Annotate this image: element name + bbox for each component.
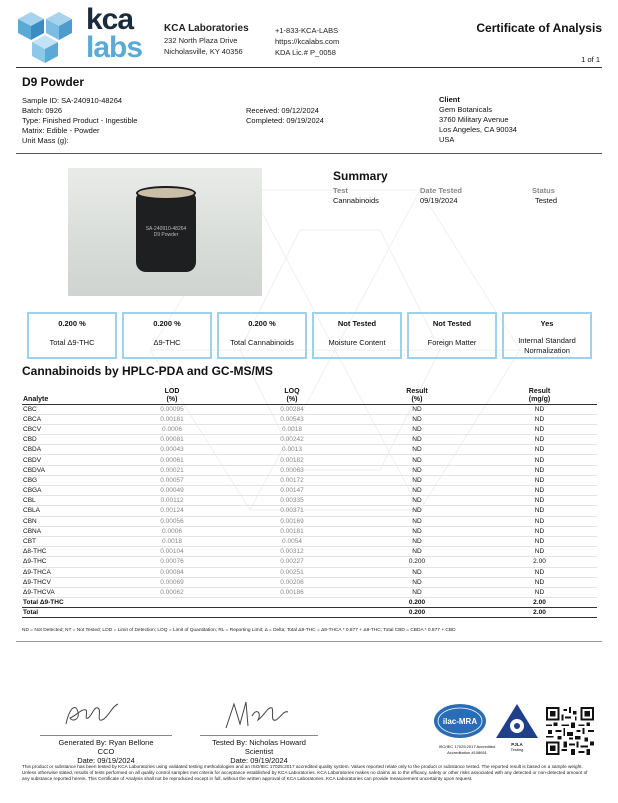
kca-logo-cubes-icon (16, 10, 76, 66)
result-pct-cell: ND (352, 536, 482, 546)
box-label: Moisture Content (328, 338, 386, 347)
table-row (22, 506, 597, 516)
result-mg-cell: ND (482, 465, 597, 475)
accreditation-number: Accreditation #108651 (447, 750, 487, 755)
batch: Batch: 0926 (22, 106, 63, 115)
lod-cell: 0.00076 (112, 557, 232, 567)
result-pct-cell: ND (352, 526, 482, 536)
client-country: USA (439, 135, 455, 144)
result-mg-cell: ND (482, 424, 597, 434)
loq-cell: 0.00251 (232, 567, 352, 577)
result-pct-cell: ND (352, 465, 482, 475)
product-photo (68, 168, 262, 296)
summary-date-col (420, 186, 462, 206)
result-pct-cell: ND (352, 414, 482, 424)
analyte-cell: CBCA (22, 414, 112, 424)
total-row (22, 598, 597, 608)
result-pct-cell: ND (352, 455, 482, 465)
lod-cell: 0.00084 (112, 567, 232, 577)
summary-status: Tested (535, 196, 558, 205)
total-pct-cell: 0.200 (352, 598, 482, 608)
summary-boxes (27, 312, 592, 359)
completed-date: Completed: 09/19/2024 (246, 116, 324, 125)
loq-cell: 0.00169 (232, 516, 352, 526)
kca-logo-wordmark (86, 3, 143, 64)
analyte-cell: CBN (22, 516, 112, 526)
jar-label: SA-240910-48264 D9 Powder (145, 226, 187, 238)
box-value: Yes (540, 319, 554, 328)
qr-code-icon[interactable] (546, 707, 594, 755)
signature-date: Date: 09/19/2024 (230, 756, 288, 765)
lod-cell: 0.00181 (112, 414, 232, 424)
table-body (22, 404, 597, 618)
box-value: 0.200 % (58, 319, 86, 328)
empty-cell (112, 608, 232, 618)
box-value: Not Tested (432, 319, 472, 328)
summary-col-test: Test (333, 186, 348, 195)
loq-cell: 0.00335 (232, 496, 352, 506)
client-info (439, 95, 517, 145)
lod-cell: 0.00043 (112, 445, 232, 455)
unit-mass: Unit Mass (g): (22, 136, 69, 145)
lod-cell: 0.0006 (112, 526, 232, 536)
table-row (22, 424, 597, 434)
pjla-seal-icon (494, 702, 540, 742)
page-number: 1 of 1 (581, 55, 600, 64)
table-row (22, 435, 597, 445)
client-heading: Client (439, 95, 460, 104)
table-row (22, 577, 597, 587)
client-name: Gem Botanicals (439, 105, 492, 114)
result-pct-cell: ND (352, 496, 482, 506)
result-pct-cell: 0.200 (352, 557, 482, 567)
result-mg-cell: 2.00 (482, 557, 597, 567)
result-pct-cell: ND (352, 424, 482, 434)
table-row (22, 526, 597, 536)
result-mg-cell: ND (482, 536, 597, 546)
loq-cell: 0.00371 (232, 506, 352, 516)
box-internal-standard (502, 312, 592, 359)
generated-by: Generated By: Ryan Bellone (58, 738, 154, 747)
sample-info (22, 96, 137, 146)
analyte-cell: CBD (22, 435, 112, 445)
box-value: Not Tested (337, 319, 377, 328)
box-label: Internal Standard Normalization (518, 336, 576, 355)
table-header-row (22, 384, 597, 404)
box-label: Δ9-THC (153, 338, 181, 347)
box-d9-thc (122, 312, 212, 359)
lod-cell: 0.00061 (112, 455, 232, 465)
product-name: D9 Powder (22, 75, 85, 89)
result-mg-cell: ND (482, 475, 597, 485)
summary-test-col (333, 186, 379, 206)
analyte-cell: CBDVA (22, 465, 112, 475)
lod-cell: 0.00021 (112, 465, 232, 475)
analyte-cell: CBCV (22, 424, 112, 434)
result-pct-cell: ND (352, 547, 482, 557)
analyte-cell: CBG (22, 475, 112, 485)
signature-block-1 (30, 738, 182, 765)
loq-cell: 0.00172 (232, 475, 352, 485)
box-value: 0.200 % (248, 319, 276, 328)
signature-line-2 (200, 735, 318, 736)
table-row (22, 567, 597, 577)
analyte-cell: CBNA (22, 526, 112, 536)
lab-address-2: Nicholasville, KY 40356 (164, 47, 243, 56)
lab-name: KCA Laboratories (164, 23, 249, 34)
loq-cell: 0.0054 (232, 536, 352, 546)
box-label: Foreign Matter (427, 338, 477, 347)
analyte-cell: Δ9-THCA (22, 567, 112, 577)
result-pct-cell: ND (352, 506, 482, 516)
accreditation-seals (432, 702, 544, 758)
summary-date: 09/19/2024 (420, 196, 458, 205)
signer-title: CCO (97, 747, 115, 756)
lod-cell: 0.00095 (112, 404, 232, 414)
lab-info (164, 22, 249, 57)
result-pct-cell: ND (352, 567, 482, 577)
iso-accreditation: ISO/IEC 17025:2017 Accredited (438, 744, 496, 749)
matrix: Matrix: Edible - Powder (22, 126, 100, 135)
signer-title: Scientist (244, 747, 274, 756)
result-mg-cell: ND (482, 577, 597, 587)
result-mg-cell: ND (482, 496, 597, 506)
analyte-cell: Δ9-THC (22, 557, 112, 567)
box-total-cannabinoids (217, 312, 307, 359)
result-pct-cell: ND (352, 516, 482, 526)
signature-nicholas-howard-icon (222, 698, 292, 732)
total-mg-cell: 2.00 (482, 608, 597, 618)
signature-block-2 (188, 738, 330, 765)
tested-by: Tested By: Nicholas Howard (212, 738, 306, 747)
col-analyte: Analyte (22, 384, 112, 404)
box-value: 0.200 % (153, 319, 181, 328)
lod-cell: 0.00056 (112, 516, 232, 526)
total-analyte-cell: Total (22, 608, 112, 618)
table-row (22, 404, 597, 414)
result-mg-cell: ND (482, 567, 597, 577)
signature-date: Date: 09/19/2024 (77, 756, 135, 765)
loq-cell: 0.00284 (232, 404, 352, 414)
lod-cell: 0.00081 (112, 435, 232, 445)
result-pct-cell: ND (352, 404, 482, 414)
lab-contact (275, 25, 339, 58)
result-pct-cell: ND (352, 445, 482, 455)
table-row (22, 414, 597, 424)
loq-cell: 0.00147 (232, 486, 352, 496)
result-pct-cell: ND (352, 577, 482, 587)
result-mg-cell: ND (482, 404, 597, 414)
loq-cell: 0.00186 (232, 587, 352, 597)
total-row (22, 608, 597, 618)
result-mg-cell: ND (482, 506, 597, 516)
analyte-cell: Δ8-THC (22, 547, 112, 557)
col-loq: LOQ (%) (232, 384, 352, 404)
result-mg-cell: ND (482, 486, 597, 496)
svg-text:ilac-MRA: ilac-MRA (442, 717, 478, 726)
box-total-d9-thc (27, 312, 117, 359)
table-row (22, 547, 597, 557)
lod-cell: 0.00124 (112, 506, 232, 516)
col-result-mg: Result (mg/g) (482, 384, 597, 404)
summary-status-col (532, 186, 557, 206)
total-mg-cell: 2.00 (482, 598, 597, 608)
lab-phone: +1-833-KCA-LABS (275, 26, 339, 35)
box-label: Total Δ9-THC (49, 338, 95, 347)
result-pct-cell: ND (352, 435, 482, 445)
table-row (22, 465, 597, 475)
result-mg-cell: ND (482, 414, 597, 424)
box-label: Total Cannabinoids (230, 338, 294, 347)
loq-cell: 0.00206 (232, 577, 352, 587)
lab-license: KDA Lic.# P_0058 (275, 48, 336, 57)
lod-cell: 0.00049 (112, 486, 232, 496)
col-lod: LOD (%) (112, 384, 232, 404)
summary-test: Cannabinoids (333, 196, 379, 205)
lab-website[interactable]: https://kcalabs.com (275, 37, 340, 46)
table-row (22, 496, 597, 506)
empty-cell (232, 598, 352, 608)
lod-cell: 0.0006 (112, 424, 232, 434)
cannabinoids-heading: Cannabinoids by HPLC-PDA and GC-MS/MS (22, 364, 273, 378)
result-mg-cell: ND (482, 526, 597, 536)
client-street: 3760 Military Avenue (439, 115, 509, 124)
result-mg-cell: ND (482, 435, 597, 445)
loq-cell: 0.00227 (232, 557, 352, 567)
table-divider (16, 641, 602, 642)
sample-dates (246, 106, 324, 126)
loq-cell: 0.00312 (232, 547, 352, 557)
total-pct-cell: 0.200 (352, 608, 482, 618)
loq-cell: 0.00242 (232, 435, 352, 445)
summary-col-date: Date Tested (420, 186, 462, 195)
ilac-mra-seal-icon (432, 702, 488, 740)
col-result-pct: Result (%) (352, 384, 482, 404)
signature-ryan-bellone-icon (62, 700, 122, 730)
result-mg-cell: ND (482, 445, 597, 455)
logo-line-1: kca (86, 3, 134, 36)
analyte-cell: CBDV (22, 455, 112, 465)
loq-cell: 0.00181 (232, 526, 352, 536)
lod-cell: 0.0018 (112, 536, 232, 546)
analyte-cell: Δ9-THCV (22, 577, 112, 587)
box-foreign-matter (407, 312, 497, 359)
result-mg-cell: ND (482, 516, 597, 526)
analyte-cell: CBC (22, 404, 112, 414)
table-row (22, 587, 597, 597)
table-row (22, 475, 597, 485)
result-pct-cell: ND (352, 475, 482, 485)
analyte-cell: CBDA (22, 445, 112, 455)
logo-line-2: labs (86, 31, 143, 64)
loq-cell: 0.00182 (232, 455, 352, 465)
result-mg-cell: ND (482, 547, 597, 557)
result-mg-cell: ND (482, 587, 597, 597)
table-row (22, 536, 597, 546)
result-pct-cell: ND (352, 486, 482, 496)
loq-cell: 0.00063 (232, 465, 352, 475)
abbreviations-legend: ND = Not Detected; NT = Not Tested; LOD = Limit of Detection; LOQ = Limit of Quantitation; RL = Reporting Limit; Δ = Delta; Total Δ9-THC = Δ9-THCA * 0.877 + Δ9-THC; Total CBD = CBDA * 0.877 + CBD (22, 628, 456, 633)
summary-col-status: Status (532, 186, 555, 195)
analyte-cell: CBLA (22, 506, 112, 516)
info-divider (16, 153, 602, 154)
summary-heading: Summary (333, 169, 388, 183)
signature-line-1 (40, 735, 172, 736)
lod-cell: 0.00069 (112, 577, 232, 587)
lab-address-1: 232 North Plaza Drive (164, 36, 238, 45)
result-pct-cell: ND (352, 587, 482, 597)
jar-image (136, 186, 196, 272)
lod-cell: 0.00112 (112, 496, 232, 506)
analyte-cell: CBL (22, 496, 112, 506)
empty-cell (112, 598, 232, 608)
result-mg-cell: ND (482, 455, 597, 465)
cannabinoid-table (22, 384, 597, 618)
lod-cell: 0.00062 (112, 587, 232, 597)
loq-cell: 0.00543 (232, 414, 352, 424)
loq-cell: 0.0018 (232, 424, 352, 434)
footer-disclaimer: This product or substance has been tested by KCA Laboratories using validated testing methodologies and an ISO/IEC 17025:2017 accredited quality system. Values reported relate only to the product or substance tested. The reported result is based on a sample weight. Unless otherwise stated, results of tests performed on all quality control samples met criteria for acceptance established by KCA Laboratories. KCA Laboratories makes no claims as to the efficacy, safety or other risks associated with any detected or non-detected amount of any substance reported herein. This Certificate of Analysis shall not be reproduced except in full, without the written approval of KCA Laboratories. KCA Laboratories can provide measurement uncertainty upon request. (22, 764, 588, 781)
total-analyte-cell: Total Δ9-THC (22, 598, 112, 608)
header-divider (16, 67, 602, 68)
table-row (22, 557, 597, 567)
lod-cell: 0.00104 (112, 547, 232, 557)
client-city: Los Angeles, CA 90034 (439, 125, 517, 134)
table-row (22, 455, 597, 465)
analyte-cell: CBT (22, 536, 112, 546)
sample-type: Type: Finished Product - Ingestible (22, 116, 138, 125)
lod-cell: 0.00057 (112, 475, 232, 485)
empty-cell (232, 608, 352, 618)
table-row (22, 486, 597, 496)
document-title: Certificate of Analysis (476, 21, 602, 35)
analyte-cell: Δ9-THCVA (22, 587, 112, 597)
box-moisture (312, 312, 402, 359)
analyte-cell: CBGA (22, 486, 112, 496)
pjla-sub: Testing (510, 747, 524, 752)
table-row (22, 445, 597, 455)
received-date: Received: 09/12/2024 (246, 106, 319, 115)
pjla-label: PJLA (511, 742, 523, 747)
sample-id: Sample ID: SA-240910-48264 (22, 96, 123, 105)
table-row (22, 516, 597, 526)
loq-cell: 0.0013 (232, 445, 352, 455)
